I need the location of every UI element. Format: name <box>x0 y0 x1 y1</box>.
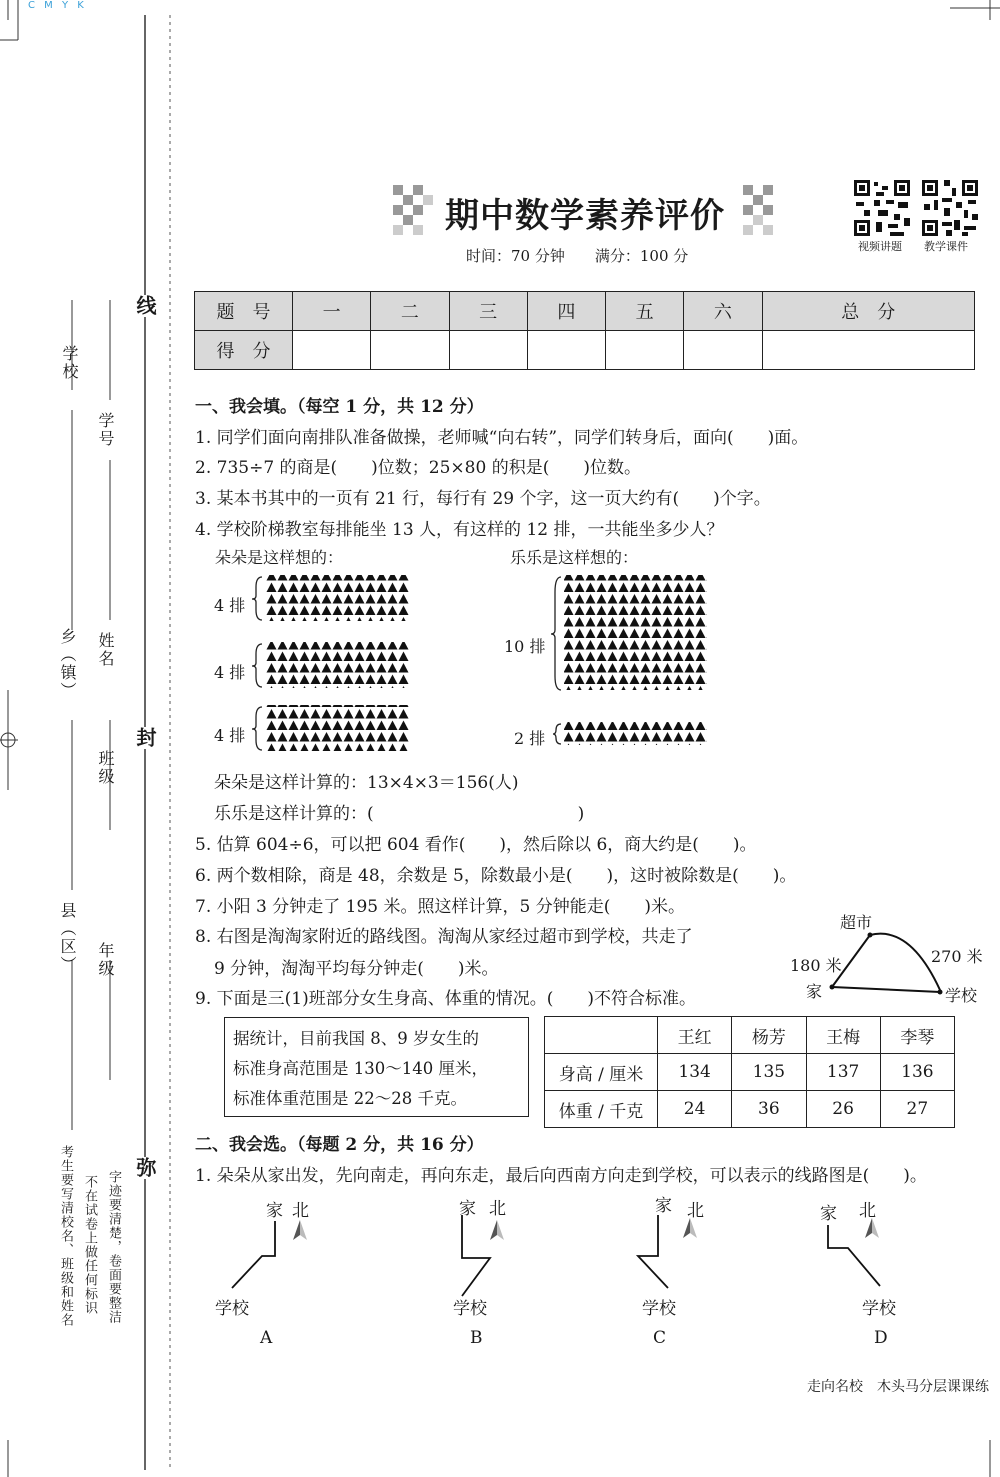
table-cell: 137 <box>806 1054 880 1091</box>
table-cell: 26 <box>806 1091 880 1128</box>
score-cell[interactable] <box>762 331 975 370</box>
town-field-label: 乡（镇） <box>58 628 77 700</box>
class-field-label: 班级 <box>96 750 115 786</box>
option-c-label[interactable]: C <box>653 1328 667 1348</box>
map-label-market: 超市 <box>840 913 873 932</box>
option-d-label[interactable]: D <box>874 1328 888 1348</box>
table-cell: 27 <box>880 1091 954 1128</box>
binding-line-label: 线 <box>131 295 160 317</box>
option-b-north: 北 <box>489 1199 506 1219</box>
qr-code-icon[interactable] <box>920 178 980 238</box>
note-line: 标准身高范围是 130～140 厘米， <box>233 1059 488 1078</box>
q4-label-4rows: 4 排 <box>214 663 246 682</box>
page-title: 期中数学素养评价 <box>445 196 725 236</box>
q4-label-2rows: 2 排 <box>514 729 546 748</box>
score-cell[interactable] <box>527 331 605 370</box>
map-distance-1: 180 米 <box>790 956 842 975</box>
binding-fill-lines <box>50 300 130 1200</box>
map-label-home: 家 <box>806 982 823 1001</box>
score-cell[interactable] <box>449 331 527 370</box>
table-cell: 134 <box>658 1054 732 1091</box>
q4-label-10rows: 10 排 <box>504 637 546 656</box>
score-header-cell: 二 <box>371 292 449 331</box>
question-2-1: 1. 朵朵从家出发，先向南走，再向东走，最后向西南方向走到学校，可以表示的线路图是( )。 <box>195 1166 927 1186</box>
table-corner <box>545 1017 658 1054</box>
qr-code-icon[interactable] <box>852 178 912 238</box>
q4-right-caption: 乐乐是这样想的： <box>510 548 639 567</box>
question-1-5: 5. 估算 604÷6，可以把 604 看作( )，然后除以 6，商大约是( )。 <box>195 835 757 855</box>
option-b-label[interactable]: B <box>470 1328 483 1348</box>
q4-label-4rows: 4 排 <box>214 726 246 745</box>
qr-caption-video: 视频讲题 <box>858 240 902 253</box>
table-row <box>545 1091 955 1128</box>
row-label: 身高 / 厘米 <box>545 1054 658 1091</box>
question-1-6: 6. 两个数相除，商是 48，余数是 5，除数最小是( )，这时被除数是( )。 <box>195 866 797 886</box>
table-cell: 24 <box>658 1091 732 1128</box>
question-1-1: 1. 同学们面向南排队准备做操，老师喊“向右转”，同学们转身后，面向( )面。 <box>195 428 809 448</box>
q4-left-caption: 朵朵是这样想的： <box>215 548 344 567</box>
q4-calc-lele: 乐乐是这样计算的：( ) <box>214 804 585 824</box>
school-field-label: 学校 <box>60 345 79 381</box>
student-id-field-label: 学号 <box>96 412 115 448</box>
score-header-cell: 五 <box>606 292 684 331</box>
table-cell: 136 <box>880 1054 954 1091</box>
cmyk-label: C M Y K <box>28 0 87 11</box>
notice-2: 不在试卷上做任何标识 <box>82 1175 97 1315</box>
map-label-school: 学校 <box>945 986 978 1005</box>
option-c-school: 学校 <box>642 1299 676 1319</box>
standard-note-box <box>224 1017 529 1117</box>
q4-triangle-diagram <box>200 570 720 762</box>
q4-label-4rows: 4 排 <box>214 596 246 615</box>
question-1-4: 4. 学校阶梯教室每排能坐 13 人，有这样的 12 排，一共能坐多少人？ <box>195 520 724 540</box>
option-a-north: 北 <box>292 1201 309 1221</box>
table-header-name: 王红 <box>658 1017 732 1054</box>
score-cell[interactable] <box>293 331 371 370</box>
table-cell: 36 <box>732 1091 806 1128</box>
height-weight-table <box>544 1016 955 1128</box>
option-a-label[interactable]: A <box>260 1328 273 1348</box>
option-d-home: 家 <box>820 1204 837 1224</box>
question-1-8: 8. 右图是淘淘家附近的路线图。淘淘从家经过超市到学校，共走了 <box>195 927 693 947</box>
option-c-north: 北 <box>687 1201 704 1221</box>
name-field-label: 姓名 <box>96 632 115 668</box>
row-label: 体重 / 千克 <box>545 1091 658 1128</box>
section-1-title: 一、我会填。（每空 1 分，共 12 分） <box>195 397 484 417</box>
score-header-cell: 六 <box>684 292 762 331</box>
question-1-9: 9. 下面是三(1)班部分女生身高、体重的情况。( )不符合标准。 <box>195 989 696 1009</box>
table-header-name: 杨芳 <box>732 1017 806 1054</box>
table-row <box>545 1054 955 1091</box>
qr-caption-courseware: 教学课件 <box>924 240 968 253</box>
question-1-3: 3. 某本书其中的一页有 21 行，每行有 29 个字，这一页大约有( )个字。 <box>195 489 771 509</box>
score-header-cell: 四 <box>527 292 605 331</box>
table-cell: 135 <box>732 1054 806 1091</box>
option-d-school: 学校 <box>862 1299 896 1319</box>
score-header-cell: 总 分 <box>762 292 975 331</box>
option-a-home: 家 <box>266 1201 283 1221</box>
option-d-north: 北 <box>859 1201 876 1221</box>
grade-field-label: 年级 <box>96 942 115 978</box>
page-footer: 走向名校 木头马分层课课练 <box>807 1379 989 1395</box>
table-header-name: 李琴 <box>880 1017 954 1054</box>
county-field-label: 县（区） <box>58 902 77 974</box>
question-1-7: 7. 小阳 3 分钟走了 195 米。照这样计算，5 分钟能走( )米。 <box>195 897 685 917</box>
score-header-cell: 题 号 <box>195 292 293 331</box>
page-subtitle: 时间：70 分钟 满分：100 分 <box>466 247 689 265</box>
score-header-cell: 三 <box>449 292 527 331</box>
option-a-school: 学校 <box>215 1299 249 1319</box>
notice-3: 字迹要清楚，卷面要整洁 <box>106 1170 121 1324</box>
table-header-name: 王梅 <box>806 1017 880 1054</box>
option-c-home: 家 <box>655 1196 672 1216</box>
score-table <box>194 291 975 370</box>
option-b-home: 家 <box>459 1199 476 1219</box>
score-cell[interactable] <box>684 331 762 370</box>
score-row-label: 得 分 <box>195 331 293 370</box>
option-b-school: 学校 <box>453 1299 487 1319</box>
score-header-cell: 一 <box>293 292 371 331</box>
question-1-2: 2. 735÷7 的商是( )位数；25×80 的积是( )位数。 <box>195 458 641 478</box>
question-1-8-cont: 9 分钟，淘淘平均每分钟走( )米。 <box>214 959 499 979</box>
note-line: 据统计，目前我国 8、9 岁女生的 <box>233 1029 479 1048</box>
binding-fold-label: 弥 <box>131 1157 160 1179</box>
score-cell[interactable] <box>371 331 449 370</box>
binding-seal-label: 封 <box>131 727 160 749</box>
note-line: 标准体重范围是 22～28 千克。 <box>233 1089 467 1108</box>
section-2-title: 二、我会选。（每题 2 分，共 16 分） <box>195 1135 484 1155</box>
score-cell[interactable] <box>606 331 684 370</box>
map-distance-2: 270 米 <box>931 947 983 966</box>
q4-calc-duoduo: 朵朵是这样计算的：13×4×3＝156(人) <box>214 773 519 793</box>
notice-1: 考生要写清校名、班级和姓名 <box>58 1145 73 1327</box>
